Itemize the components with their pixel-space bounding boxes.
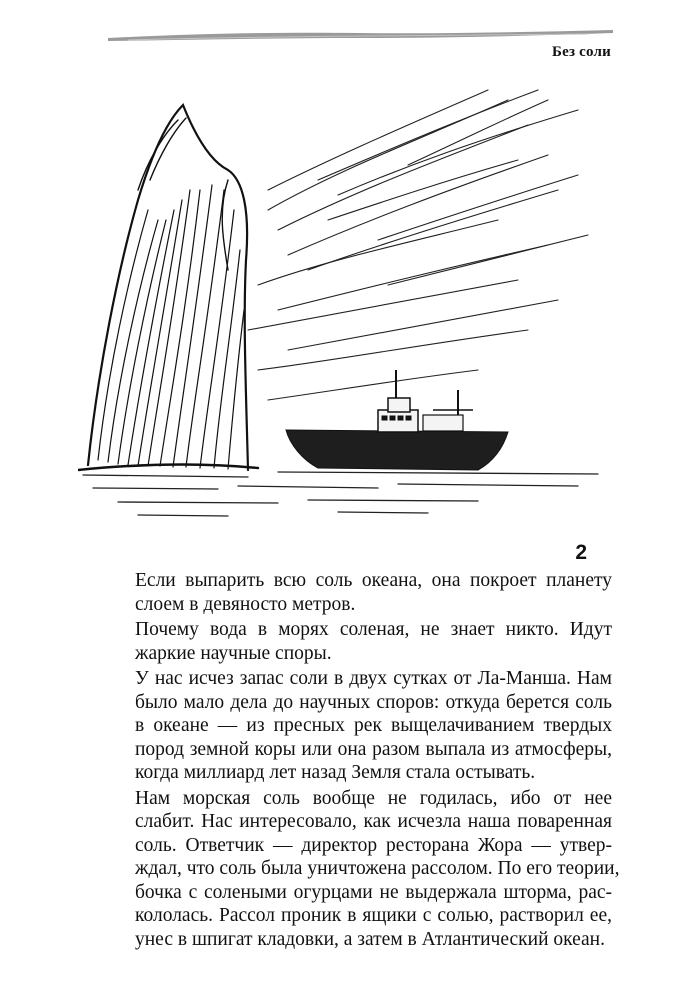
text-line: Почему вода в морях соленая, не знает никто. Идут: [135, 619, 612, 640]
paragraph: [108, 618, 612, 665]
text-line: кололась. Рассол проник в ящики с солью, растворил ее,: [135, 905, 612, 926]
ink-illustration: [78, 70, 618, 530]
text-line: Нам морская соль вообще не годилась, ибо от нее: [135, 787, 612, 809]
paragraph: [108, 667, 612, 785]
text-line: когда миллиард лет назад Земля стала остывать.: [135, 762, 536, 783]
text-line: унес в шпигат кладовки, а затем в Атлантический океан.: [135, 928, 605, 950]
text-line: было мало дела до научных споров: откуда берется соль: [135, 691, 612, 713]
text-line: Если выпарить всю соль океана, она покроет планету: [135, 570, 612, 591]
chapter-number: 2: [575, 541, 587, 564]
text-line: слоем в девяносто метров.: [135, 593, 356, 615]
paragraph: [108, 569, 612, 616]
decorative-brush-stroke: [108, 28, 613, 46]
text-line: соль. Ответчик — директор ресторана Жора — утвер-: [135, 834, 612, 856]
text-line: ждал, что соль была уничтожена рассолом. По его теории,: [135, 858, 620, 879]
text-line: бочка с солеными огурцами не выдержала шторма, рас-: [135, 881, 612, 903]
text-line: в океане — из пресных рек выщелачиванием твердых: [135, 715, 612, 736]
ship: [286, 370, 508, 470]
text-line: пород земной коры или она разом выпала из атмосферы,: [135, 738, 612, 760]
text-line: жаркие научные споры.: [135, 642, 332, 664]
sky-hatching: [248, 90, 588, 400]
sea-lines: [83, 472, 598, 516]
paragraph: [108, 787, 620, 952]
text-line: У нас исчез запас соли в двух сутках от Ла-Манша. Нам: [135, 668, 612, 689]
running-header: Без соли: [552, 44, 611, 60]
rock-pillar: [78, 105, 258, 470]
text-line: слабит. Нас интересовало, как исчезла наша поваренная: [135, 811, 612, 832]
body-text: [108, 569, 620, 951]
